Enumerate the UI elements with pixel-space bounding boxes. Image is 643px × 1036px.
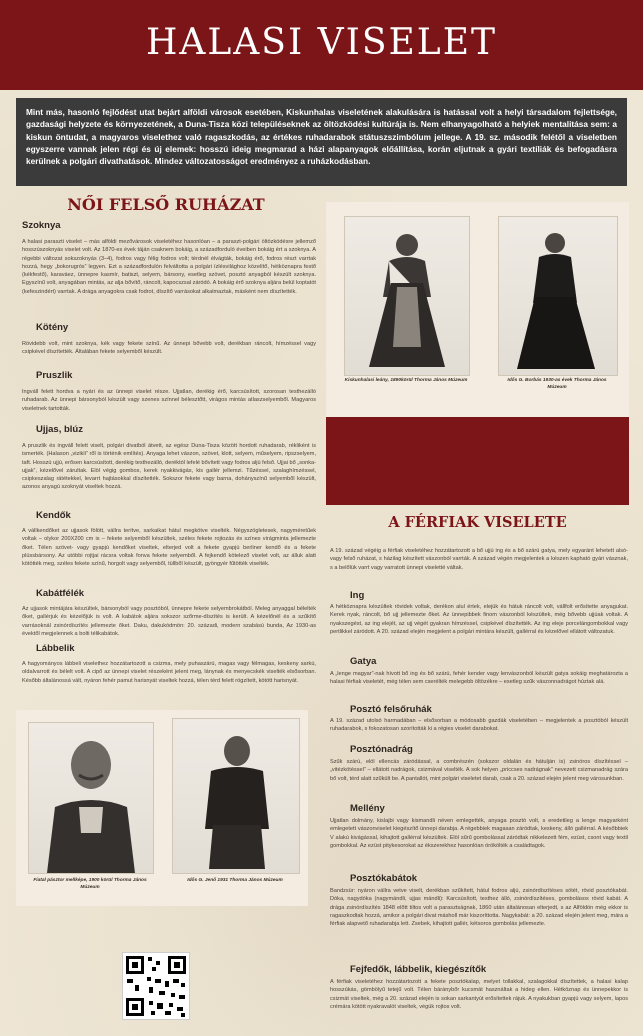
- caption-girl: Kiskunhalasi leány, 1890körül Thorma János Múzeum: [344, 378, 468, 383]
- woman-figure-icon: [499, 217, 617, 375]
- text-kendok: A vállkendőket az ujjasok fölött, vállra terítve, sarkaikat hátul megkötve viselték. Négyszögletesek, nagyméretűek voltak – olykor 200X200 cm is – fekete selyemből készültek, széles fekete rojtozás és színes virágminta jellemezte őket. Télen szövet- vagy gyapjú kendőket viseltek, elterjed volt a fekete gyapjú berliner kendő és a fekete plüssbársony. Az utóbbi rojtjai rácsra voltak fonva fekete selyemből. A fejkendő kötelező viselet volt, az álluk alatt kötötték meg, széles fekete színű, horgolt vagy selyemből, tüllből készült, gyöngyér fűtötték viselték.: [22, 528, 316, 568]
- heading-labbelik: Lábbelik: [36, 643, 75, 654]
- heading-ujjas: Ujjas, blúz: [36, 424, 83, 435]
- heading-kabatfelek: Kabátfélék: [36, 588, 85, 599]
- heading-kendok: Kendők: [36, 510, 71, 521]
- text-labbelik: A hagyományos lábbeli viselethez hozzátartozott a csizma, mely puhaszárú, magas vagy félmagas, keskeny sarkú, oldalvarrott és bélelt volt. A cipő az ünnepi viselet részeként jelent meg, lánynak és menyecskék viselték elsősorban. Később általánossá vált, nyáron fehér pamut harisnyát viseltek hozzá, télen térd felett rögzített, kötött harisnyát.: [22, 661, 316, 684]
- text-posztonadrag: Szűk szárú, elöl ellencás záródással, a combrészén (sokszor oldalán és hátulján is) zsinóros díszítéssel – „vitézkötéssel” – ellátott nadrágok, csizmával viselték. A sok helyen „priccses nadrágnak” nevezett csizmanadrág szára bő volt, térd alatt szűkült be. A pantallót, mint polgári viseletet darab, csak a 20. század elején jelent meg városunkban.: [330, 759, 628, 782]
- text-ujjas: A pruszlik és ingváll felett viselt, polgári divatból átvett, az egész Duna-Tisza között hordott ruhadarab, rékliként is ismerték. (Halason „vizikli” ről is történik említés). Anyaga lehet vászon, szövet, klott, selyem, műselyem, ripszselyem, taft. Hosszú ujjú, erősen karcsúsított, derékig testhezálló, deréktól lefelé bővített vagy fodros aljú felső. Ujjai bő „sonka-ujjak”, kézelővel zárultak. Elöl végig gombos, kerek nyakkivágás, kis gallér jellemzi. Tűzéssel, szalaghímzéssel, csipkeszalag rátétekkel, levarrt hajtásokkal díszítették. Sokszor fekete vagy barna, dohányszínű selyemből készült, azonos anyagú szoknyát viseltek hozzá.: [22, 443, 316, 491]
- page-title: HALASI VISELET: [146, 22, 497, 63]
- heading-ing: Ing: [350, 590, 365, 601]
- heading-koteny: Kötény: [36, 322, 69, 333]
- header-banner: [0, 0, 643, 90]
- decorative-red-band: [326, 417, 629, 505]
- photo-girl: [344, 216, 470, 376]
- photo-woman: [498, 216, 618, 376]
- man-portrait-icon: [173, 719, 299, 873]
- photo-young-shepherd: [28, 722, 154, 874]
- heading-posztonadrag: Posztónadrág: [350, 744, 413, 755]
- text-men-intro: A 19. század végéig a férfiak viseletéhez hozzátartozott a bő ujjú ing és a bő szárú gatya, mely egyaránt lehetett alsó- vagy felső ruházat, s házilag készített vászonból varrták. A század végén megjelentek a készen kapható gyári vásznak, s a belőlük varrt vagy varratott ünnepi viseletté váltak.: [330, 548, 628, 571]
- text-kabatfelek: Az ujjasok mintájára készültek, bársonyból vagy posztóból, ünnepre fekete selyembrokátból. Meleg anyaggal bélelték őket, gallérjuk és kézelőjük is volt. A kabátok aljára sokszor szőrme-díszítés is került. A kézelőnél és a szűkítő varrásoknál zsinórdíszítés jellemezte őket. Daku, dakukódmön: 20. századi, modern szabású bunda, Az 1930-as évektől megjelennek a bolti télikabátok.: [22, 606, 316, 637]
- photo-old-man: [172, 718, 300, 874]
- text-ing: A hétköznapra készültek rövidek voltak, derékon alul értek, elejük és hátuk ráncolt volt, vállfolt erősítette anyagukat. Kerek nyak, ráncolt, bő ujj jellemezte őket. Az ünnepibbek finom vászonból készültek, még bővebb ujjúak voltak. A nyakszegést, az ing elejét, az ujj végét gyakran hímzéssel, csipkével díszítették. Az ing eleje porcelángombokkal vagy pertlikkel záródott. A 20. század elején megjelent a polgári mintára készült, gallérral és kézelővel ellátott változatuk.: [330, 604, 628, 635]
- caption-old-man: Idős G. Jenő 1931 Thorma János Múzeum: [187, 878, 283, 883]
- heading-szoknya: Szoknya: [22, 220, 61, 231]
- intro-box: Mint más, hasonló fejlődést utat bejárt alföldi városok esetében, Kiskunhalas viseletének alakulására is hatással volt a helyi társadalom fejlettsége, gazdasági helyzete és környezetének, a Duna-Tisza közi településeknek az öltözködési kultúrája is. Nem elhanyagolható a helyiek mentalitása sem: a kiskun öntudat, a magyaros viselethez való ragaszkodás, az értékes ruhadarabok státuszszimbólum jellege. A 19. sz. második felétől a viseletben egyszerre vannak jelen régi és új elemek: hosszú ideig megmarad a házi alapanyagok előállítása, korán eljutnak a gyári textíliák és befogadásra kerülnek a polgári divathatások. Mindez változatosságot eredményez a ruházkodásban.: [16, 98, 627, 186]
- woman-figure-icon: [345, 217, 469, 375]
- text-pruszlik: Ingváll felett hordva a nyári és az ünnepi viselet része. Ujjatlan, derékig érő, karcsúsított, szorosan testhezálló ruhadarab. Az ünnepi bársonyból készült vagy szenes színnel bélesztőtt, virágos mintás atlaszselyemből. Magyaros viseletnek tartották.: [22, 389, 316, 412]
- heading-melleny: Mellény: [350, 803, 385, 814]
- qr-code[interactable]: [122, 952, 190, 1020]
- text-posztokabatok: Bandzsür: nyáron vállra vetve viselt, derékban szűkített, hátul fodros aljú, zsinórdíszítéses sötét, rövid posztókabát. Dóka, nagydóka (nagymándli, ujjas mándli): Karcsúsított, testhez álló, zsinórdíszítéses, gombolásos rövid kabát. A drága zsinórdíszítés 1848 előtt tiltos volt a parasztságnak, 1860 után általánosan elterjedt, s az Alföldön még ekkor is ragaszkodtak hozzá, amikor a polgári divat másholl már kiszoríttotta. Nagykabát: a 20. század elején jelent meg, mára a férfiak alapvető ruhadarabja lett. Zsebek, kihajtott gallér, kétsoros gombolás jellemezte.: [330, 888, 628, 928]
- heading-pruszlik: Pruszlik: [36, 370, 73, 381]
- text-fejfedok: A férfiak viseletéhez hozzátartozott a fekete posztókalap, melyet tollakkal, szalagokkal díszítettek, a halasi kalap hosszúkás, gömbölyű tetejű volt. Télen báránybőr kucsmát használtak a hideg ellen. Hétköznap és ünnepekkor is csizmát viseltek, még a 20. század elején is sokan sarkantyút erősítettek rájuk. A nyakukban gyapjú vagy selyem, lapos crémára kötött nyakravalót viseltek, végük rojtos volt.: [330, 979, 628, 1010]
- man-portrait-icon: [29, 723, 153, 873]
- text-gatya: A „lenge magyar”-nak hívott bő ing és bő szárú, fehér kender vagy lenvászonból készült gatya sokáig meghatározta a halasi férfiak viseletét, még télen sem cserélték melegebb öltözékre – esetleg szűk vászonnadrágot húztak alá.: [330, 671, 628, 686]
- heading-gatya: Gatya: [350, 656, 377, 667]
- caption-young-shepherd: Fiatal pásztor mellképe, 1900 körül Thorma János Múzeum: [33, 878, 147, 890]
- text-poszto-felsoruhak: A 19. század utolsó harmadában – elsősorban a módosabb gazdák viseletében – megjelentek a posztóból készült ruhadarabok, s fokozatosan szorították ki a régies viselet darabokat.: [330, 718, 628, 733]
- text-koteny: Rövidebb volt, mint szoknya, kék vagy fekete színű. Az ünnepi bővebb volt, derékban ráncolt, hímzéssel vagy csipkével díszítették. Általában fekete selyemből készült.: [22, 341, 316, 356]
- heading-posztokabatok: Posztókabátok: [350, 873, 418, 884]
- right-section-title: A FÉRFIAK VISELETE: [388, 514, 567, 531]
- men-photo-panel: [16, 710, 308, 906]
- women-photo-panel: [326, 202, 629, 417]
- text-szoknya: A halasi paraszti viselet – más alföldi mezővárosok viseletéhez hasonlóan – a paraszt-polgári öltözködésre jellemző hosszúszoknyás viselet volt. Az 1870-es évek táján csaknem bokáig, a századforduló éveiben bokáig ért a szoknya. A régebbi változat sokszoknyás (3–4), fodros vagy félig fodros volt; térdnél élvágták, bokáig érő, fodros részt varrtak hozzá, hegy „bokorugrós” legyen. Ezt a századfordulón felváltotta a polgári ízlésvilághoz közelítő, hétköznapra festő (kékfestő), karaváez, ünnepre kasmír, batiszt, selyem, bársony, esetleg szövet, posztó anyagból készült szoknya. Egyszínű volt, anyagában mintás, az alja bővítő, ráncolt, kapocszsal záródó. A bokáig érő szoknya aljára belül koptatót (kefeszindért) varrtak. A drága anyagokra csak fodrot, díszítő varrásokat alkalmaztak, másként nem díszítették.: [22, 239, 316, 295]
- heading-poszto-felsoruhak: Posztó felsőruhák: [350, 704, 432, 715]
- text-melleny: Ujjatlan dolmány, kislajbi vagy kismandli néven emlegették, anyaga posztó volt, s eredetileg a lenge magyarként emlegetett vászonviselet kiegészítő ünnepi darabja. A régebbiek magasan záródtak, keskeny, álló gallérral. A későbbiek V alakú kivágással, kihajtott gallérral készültek. Elöl sűrű gombolással záródtak nikkelezett fém, ezüst, csont vagy textil gombokkal. Az ezüst pitykesorokat az ékszerekhez hasonlóan örökölték a családtagok.: [330, 818, 628, 849]
- qr-code-icon: [123, 953, 189, 1019]
- left-section-title: NŐI FELSŐ RUHÁZAT: [67, 195, 265, 214]
- heading-fejfedok: Fejfedők, lábbelik, kiegészítők: [350, 964, 487, 975]
- caption-woman: Idős G. Borbás 1930-as évek Thorma János Múzeum: [507, 378, 607, 390]
